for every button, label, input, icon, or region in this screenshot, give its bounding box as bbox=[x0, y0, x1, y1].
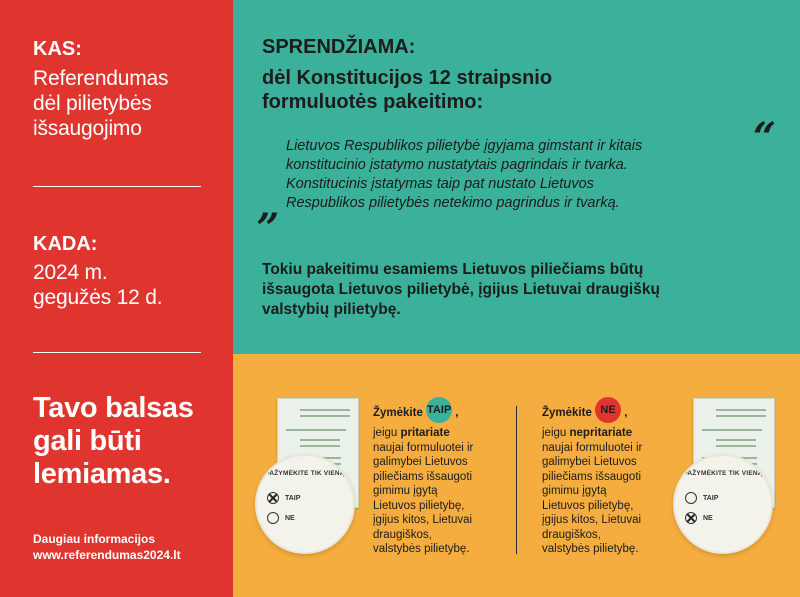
subheading-line: formuluotės pakeitimo: bbox=[262, 91, 484, 113]
ballot-option-label: TAIP bbox=[285, 494, 301, 502]
ballot-option-label: NE bbox=[285, 514, 295, 522]
quote-line: konstitucinio įstatymo nustatytais pagrindais ir tvarka. bbox=[286, 157, 628, 173]
mark-prefix: Žymėkite bbox=[542, 407, 592, 420]
tagline-line: Tavo balsas bbox=[33, 392, 194, 424]
quote-line: Respublikos pilietybės netekimo pagrindus ir tvarką. bbox=[286, 195, 620, 211]
kas-line: Referendumas bbox=[33, 67, 169, 90]
ballot-option-yes bbox=[685, 492, 718, 504]
yes-line: Lietuvos pilietybę, bbox=[373, 499, 465, 512]
ballot-option-label: NE bbox=[703, 514, 713, 522]
kas-text bbox=[33, 66, 168, 141]
divider bbox=[33, 352, 201, 353]
yes-instruction bbox=[373, 403, 493, 557]
tagline-line: lemiamas. bbox=[33, 458, 171, 490]
ballot-option-yes bbox=[267, 492, 300, 504]
subheading-line: dėl Konstitucijos 12 straipsnio bbox=[262, 67, 553, 89]
quote-close-mark: “ bbox=[753, 114, 777, 161]
kas-line: išsaugojimo bbox=[33, 117, 142, 140]
kada-text bbox=[33, 260, 162, 310]
no-line: gimimu įgytą bbox=[542, 485, 607, 497]
no-line: draugiškos, bbox=[542, 528, 601, 541]
quote-line: Konstitucinis įstatymas taip pat nustato Lietuvos bbox=[286, 176, 594, 192]
no-title bbox=[542, 403, 662, 423]
no-verb: nepritariate bbox=[569, 427, 633, 439]
yes-line: valstybės pilietybę. bbox=[373, 543, 470, 555]
no-badge: NE bbox=[595, 397, 621, 423]
no-line: valstybės pilietybę. bbox=[542, 543, 639, 555]
yes-line: įgijus kitos, Lietuvai bbox=[373, 514, 473, 526]
ballot-option-no bbox=[267, 512, 295, 524]
yes-condition bbox=[373, 426, 493, 441]
no-line: naujai formuluotei ir bbox=[542, 441, 643, 454]
marked-circle-icon bbox=[267, 492, 279, 504]
kada-line: 2024 m. bbox=[33, 261, 108, 284]
decision-heading: SPRENDŽIAMA: bbox=[262, 36, 416, 58]
no-line: galimybei Lietuvos bbox=[542, 456, 637, 468]
marked-circle-icon bbox=[685, 512, 697, 524]
ballot-option-label: TAIP bbox=[703, 494, 719, 502]
quote-open-mark: „ bbox=[257, 182, 281, 229]
website-link[interactable]: www.referendumas2024.lt bbox=[33, 548, 181, 562]
kas-line: dėl pilietybės bbox=[33, 92, 152, 115]
mark-prefix: Žymėkite bbox=[373, 407, 423, 420]
ballot-zoom-circle bbox=[673, 454, 773, 554]
divider bbox=[33, 186, 201, 187]
yes-badge: TAIP bbox=[426, 397, 452, 423]
paragraph-line: Tokiu pakeitimu esamiems Lietuvos piliečiams būtų bbox=[262, 261, 644, 278]
no-line: įgijus kitos, Lietuvai bbox=[542, 514, 642, 526]
no-line: Lietuvos pilietybę, bbox=[542, 499, 634, 512]
more-info-label: Daugiau informacijos bbox=[33, 532, 156, 546]
tagline-line: gali būti bbox=[33, 425, 142, 457]
explanation-paragraph bbox=[262, 260, 782, 320]
yes-line: piliečiams išsaugoti bbox=[373, 470, 473, 483]
amendment-quote bbox=[286, 137, 756, 213]
kas-label: KAS: bbox=[33, 38, 82, 60]
if-word: jeigu bbox=[373, 427, 398, 439]
if-word: jeigu bbox=[542, 427, 567, 439]
left-panel bbox=[0, 0, 233, 597]
yes-line: galimybei Lietuvos bbox=[373, 456, 468, 468]
empty-circle-icon bbox=[267, 512, 279, 524]
ballot-title: PAŽYMĖKITE TIK VIENĄ bbox=[265, 470, 345, 477]
comma: , bbox=[455, 407, 459, 420]
ballot-zoom-circle bbox=[255, 454, 355, 554]
decision-panel bbox=[233, 0, 800, 354]
more-info bbox=[33, 531, 181, 563]
no-condition bbox=[542, 426, 662, 441]
paragraph-line: valstybių pilietybę. bbox=[262, 301, 401, 318]
ballot-title: PAŽYMĖKITE TIK VIENĄ bbox=[683, 470, 763, 477]
kada-label: KADA: bbox=[33, 233, 98, 255]
yes-verb: pritariate bbox=[400, 427, 450, 439]
voting-instructions-panel bbox=[233, 354, 800, 597]
quote-line: Lietuvos Respublikos pilietybė įgyjama gimstant ir kitais bbox=[286, 138, 643, 154]
decision-subheading bbox=[262, 66, 552, 114]
ballot-option-no bbox=[685, 512, 713, 524]
separator bbox=[516, 406, 517, 554]
yes-line: gimimu įgytą bbox=[373, 485, 438, 497]
no-instruction bbox=[542, 403, 662, 557]
tagline bbox=[33, 392, 194, 491]
no-line: piliečiams išsaugoti bbox=[542, 470, 642, 483]
comma: , bbox=[624, 407, 628, 420]
yes-title bbox=[373, 403, 493, 423]
empty-circle-icon bbox=[685, 492, 697, 504]
yes-line: naujai formuluotei ir bbox=[373, 441, 474, 454]
yes-line: draugiškos, bbox=[373, 528, 432, 541]
paragraph-line: išsaugota Lietuvos pilietybė, įgijus Lietuvai draugiškų bbox=[262, 281, 660, 298]
kada-line: gegužės 12 d. bbox=[33, 286, 163, 309]
